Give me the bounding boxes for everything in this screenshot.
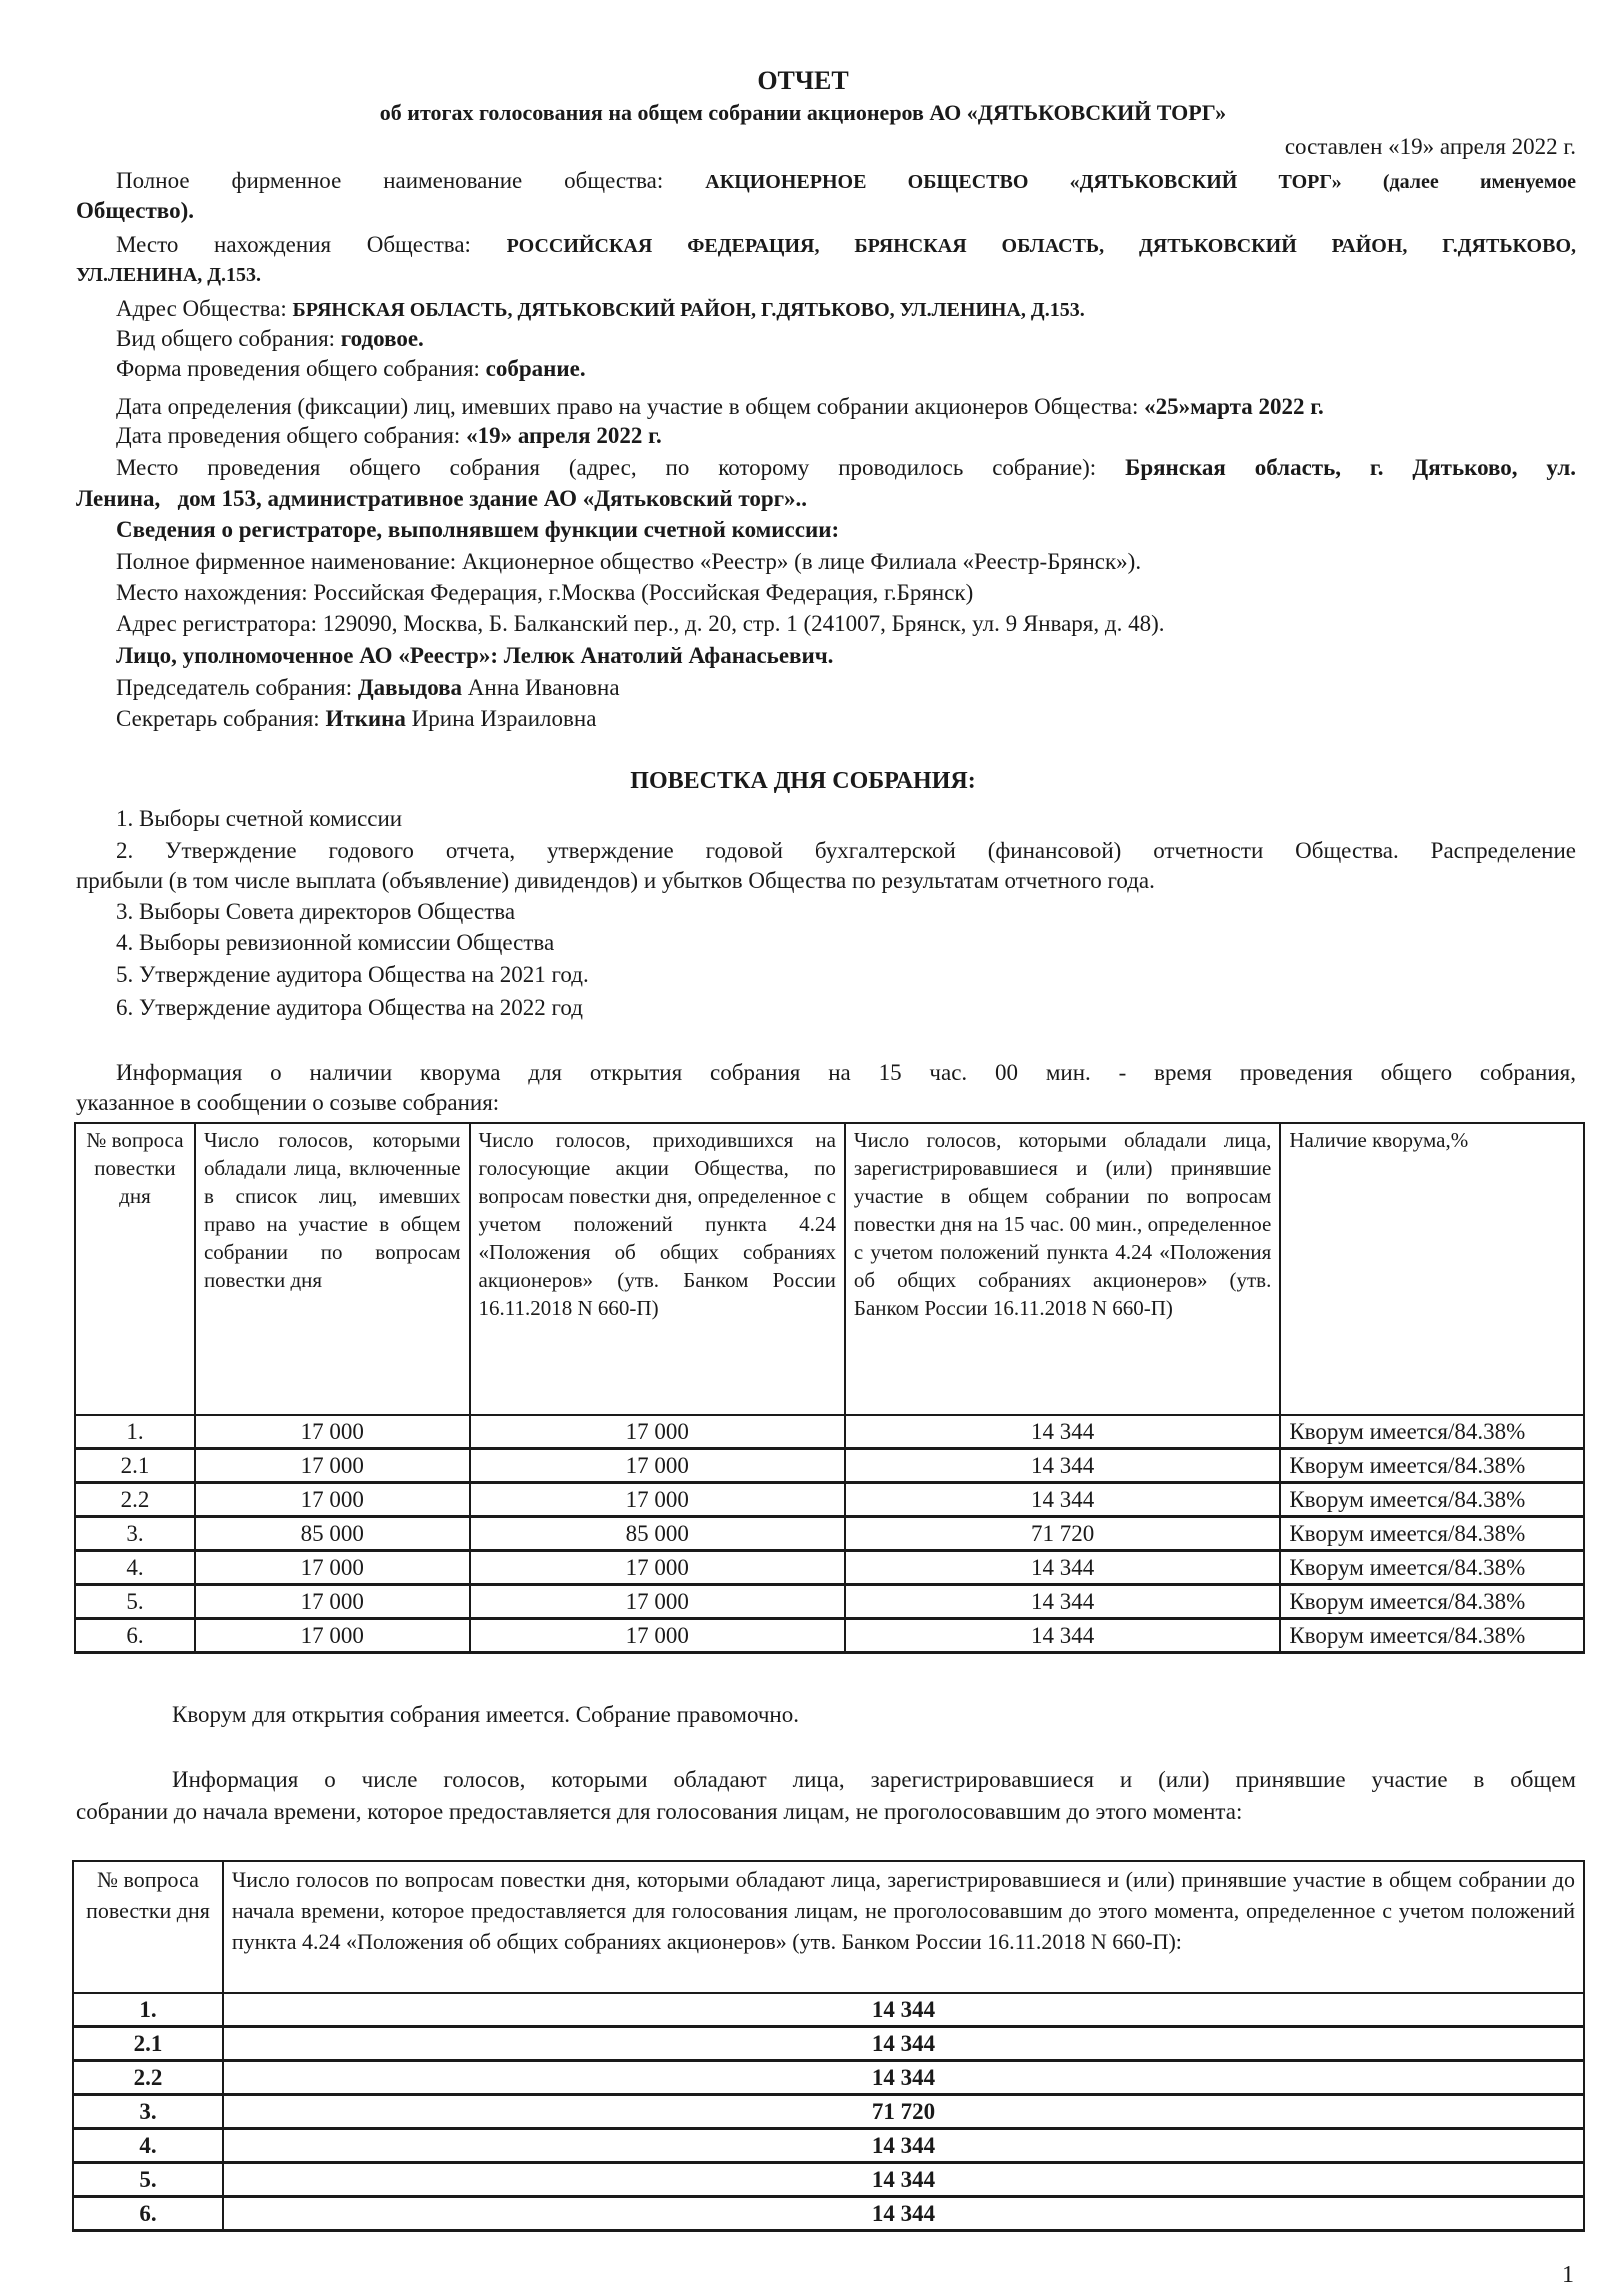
votes-before-intro-cont: собрании до начала времени, которое предоставляется для голосования лицам, не проголосовавшим до этого момента: [76, 1799, 1243, 1824]
meeting-date-line: Дата проведения общего собрания: «19» апреля 2022 г. [116, 423, 662, 448]
table-row: 1. 14 344 [73, 1993, 1584, 2027]
table-row: 4. 17 000 17 000 14 344 Кворум имеется/84.38% [75, 1551, 1584, 1585]
registrar-address-line: Адрес регистратора: 129090, Москва, Б. Балканский пер., д. 20, стр. 1 (241007, Брянск, ул. 9 Января, д. 48). [116, 611, 1165, 636]
authorized-person-value: Лелюк Анатолий Афанасьевич. [503, 643, 834, 668]
col-votes-shares: Число голосов, приходившихся на голосующие акции Общества, по вопросам повестки дня, определенное с учетом положений пункта 4.24 «Положения об общих собраниях акционеров» (утв. Банком России 16.11.2018 N 660-П) [470, 1123, 845, 1415]
table-row: 2.1 17 000 17 000 14 344 Кворум имеется/84.38% [75, 1449, 1584, 1483]
meeting-date-value: «19» апреля 2022 г. [466, 423, 662, 448]
col-votes-registered: Число голосов, которыми обладали лица, зарегистрировавшиеся и (или) принявшие участие в общем собрании по вопросам повестки дня на 15 час. 00 мин., определенное с учетом положений пункта 4.24 «Положения об общих собраниях акционеров» (утв. Банком России 16.11.2018 N 660-П) [845, 1123, 1280, 1415]
full-name-line: Полное фирменное наименование общества: АКЦИОНЕРНОЕ ОБЩЕСТВО «ДЯТЬКОВСКИЙ ТОРГ» (далее именуемое [116, 168, 1576, 193]
meeting-place-value: Брянская область, г. Дятьково, ул. [1125, 455, 1576, 480]
quorum-intro: Информация о наличии кворума для открытия собрания на 15 час. 00 мин. - время проведения общего собрания, [116, 1060, 1576, 1085]
table-row: 2.2 14 344 [73, 2061, 1584, 2095]
table-row: 3. 85 000 85 000 71 720 Кворум имеется/84.38% [75, 1517, 1584, 1551]
agenda-item-5: 5. Утверждение аудитора Общества на 2021 год. [116, 962, 589, 987]
full-name-value: АКЦИОНЕРНОЕ ОБЩЕСТВО «ДЯТЬКОВСКИЙ ТОРГ» (далее именуемое [705, 171, 1576, 193]
meeting-form-value: собрание. [485, 356, 586, 381]
chairman-surname: Давыдова [357, 675, 463, 700]
agenda-heading: ПОВЕСТКА ДНЯ СОБРАНИЯ: [630, 768, 976, 794]
votes-before-table-header [73, 1861, 1584, 1993]
votes-before-table [72, 1860, 1585, 2232]
full-name-cont: Общество). [76, 198, 194, 223]
table-row: 6. 17 000 17 000 14 344 Кворум имеется/84.38% [75, 1619, 1584, 1653]
col-question-no: № вопроса повестки дня [73, 1861, 223, 1993]
table-row: 3. 71 720 [73, 2095, 1584, 2129]
table-row: 5. 14 344 [73, 2163, 1584, 2197]
registrar-location-value: Российская Федерация, г.Москва (Российская Федерация, г.Брянск) [313, 580, 974, 605]
location-line: Место нахождения Общества: РОССИЙСКАЯ ФЕДЕРАЦИЯ, БРЯНСКАЯ ОБЛАСТЬ, ДЯТЬКОВСКИЙ РАЙОН, Г.ДЯТЬКОВО, [116, 232, 1576, 257]
report-subtitle: об итогах голосования на общем собрании акционеров АО «ДЯТЬКОВСКИЙ ТОРГ» [379, 100, 1227, 125]
registrar-address-value: 129090, Москва, Б. Балканский пер., д. 20, стр. 1 (241007, Брянск, ул. 9 Января, д. 48). [322, 611, 1165, 636]
report-title: ОТЧЕТ [757, 66, 849, 95]
record-date-value: «25»марта 2022 г. [1144, 394, 1324, 419]
meeting-place-line: Место проведения общего собрания (адрес, по которому проводилось собрание): Брянская область, г. Дятьково, ул. [116, 455, 1576, 480]
agenda-item-6: 6. Утверждение аудитора Общества на 2022 год [116, 995, 583, 1020]
agenda-item-2: 2. Утверждение годового отчета, утверждение годовой бухгалтерской (финансовой) отчетности Общества. Распределение [116, 838, 1576, 863]
address-value: БРЯНСКАЯ ОБЛАСТЬ, ДЯТЬКОВСКИЙ РАЙОН, Г.ДЯТЬКОВО, УЛ.ЛЕНИНА, Д.153. [292, 299, 1085, 321]
table-row: 2.2 17 000 17 000 14 344 Кворум имеется/84.38% [75, 1483, 1584, 1517]
table-row: 1. 17 000 17 000 14 344 Кворум имеется/84.38% [75, 1415, 1584, 1449]
registrar-location-line: Место нахождения: Российская Федерация, г.Москва (Российская Федерация, г.Брянск) [116, 580, 974, 605]
location-value: РОССИЙСКАЯ ФЕДЕРАЦИЯ, БРЯНСКАЯ ОБЛАСТЬ, ДЯТЬКОВСКИЙ РАЙОН, Г.ДЯТЬКОВО, [506, 235, 1576, 257]
chairman-line: Председатель собрания: Давыдова Анна Ивановна [116, 675, 620, 700]
quorum-table [74, 1122, 1585, 1654]
registrar-name: Полное фирменное наименование: Акционерное общество «Реестр» (в лице Филиала «Реестр-Брянск»). [116, 549, 1142, 574]
meeting-type-value: годовое. [340, 326, 424, 351]
agenda-item-3: 3. Выборы Совета директоров Общества [116, 899, 516, 924]
registrar-heading: Сведения о регистраторе, выполнявшем функции счетной комиссии: [116, 517, 840, 542]
quorum-intro-cont: указанное в сообщении о созыве собрания: [76, 1090, 500, 1115]
col-votes-before: Число голосов по вопросам повестки дня, которыми обладают лица, зарегистрировавшиеся и (или) принявшие участие в общем собрании до начала времени, которое предоставляется для голосования лицам, не проголосовавшим до этого момента, определенное с учетом положений пункта 4.24 «Положения об общих собраниях акционеров» (утв. Банком России 16.11.2018 N 660-П): [223, 1861, 1584, 1993]
secretary-line: Секретарь собрания: Иткина Ирина Израиловна [116, 706, 597, 731]
votes-before-intro: Информация о числе голосов, которыми обладают лица, зарегистрировавшиеся и (или) принявшие участие в общем [172, 1767, 1576, 1792]
table-row: 2.1 14 344 [73, 2027, 1584, 2061]
col-question-no: № вопроса повестки дня [75, 1123, 195, 1415]
table-row: 4. 14 344 [73, 2129, 1584, 2163]
page-number: 1 [1562, 2262, 1574, 2288]
meeting-form-line: Форма проведения общего собрания: собрание. [116, 356, 586, 381]
location-cont: УЛ.ЛЕНИНА, Д.153. [76, 264, 262, 286]
secretary-surname: Иткина [325, 706, 406, 731]
quorum-conclusion: Кворум для открытия собрания имеется. Собрание правомочно. [172, 1702, 799, 1727]
agenda-item-4: 4. Выборы ревизионной комиссии Общества [116, 930, 555, 955]
meeting-type-line: Вид общего собрания: годовое. [116, 326, 424, 351]
col-quorum: Наличие кворума,% [1280, 1123, 1584, 1415]
authorized-person-line: Лицо, уполномоченное АО «Реестр»: Лелюк Анатолий Афанасьевич. [116, 643, 834, 668]
address-line: Адрес Общества: БРЯНСКАЯ ОБЛАСТЬ, ДЯТЬКОВСКИЙ РАЙОН, Г.ДЯТЬКОВО, УЛ.ЛЕНИНА, Д.153. [116, 296, 1085, 321]
agenda-item-2-cont: прибыли (в том числе выплата (объявление) дивидендов) и убытков Общества по результатам отчетного года. [76, 868, 1155, 893]
col-votes-list: Число голосов, которыми обладали лица, включенные в список лиц, имевших право на участие в общем собрании по вопросам повестки дня [195, 1123, 470, 1415]
quorum-table-header [75, 1123, 1584, 1415]
compiled-date: составлен «19» апреля 2022 г. [1284, 134, 1576, 159]
table-row: 6. 14 344 [73, 2197, 1584, 2231]
table-row: 5. 17 000 17 000 14 344 Кворум имеется/84.38% [75, 1585, 1584, 1619]
record-date-line: Дата определения (фиксации) лиц, имевших право на участие в общем собрании акционеров Общества: «25»марта 2022 г. [116, 394, 1324, 419]
agenda-item-1: 1. Выборы счетной комиссии [116, 806, 403, 831]
meeting-place-cont: Ленина, дом 153, административное здание АО «Дятьковский торг».. [76, 486, 808, 511]
